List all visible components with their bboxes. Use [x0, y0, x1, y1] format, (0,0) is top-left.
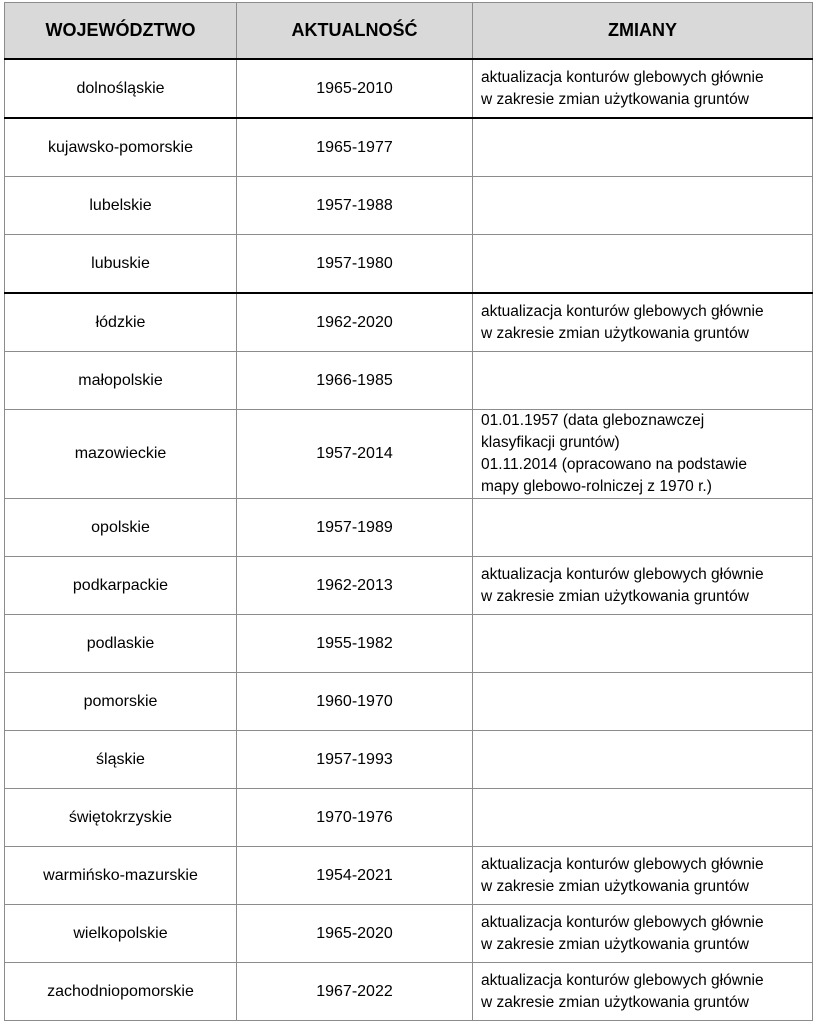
- changes-line: w zakresie zmian użytkowania gruntów: [481, 587, 749, 605]
- cell-region: wielkopolskie: [5, 905, 237, 963]
- table-row: [5, 59, 813, 118]
- cell-changes: [473, 731, 813, 789]
- changes-line: aktualizacja konturów glebowych głównie: [481, 302, 764, 320]
- cell-changes: [473, 352, 813, 410]
- cell-region: kujawsko-pomorskie: [5, 118, 237, 177]
- cell-region: małopolskie: [5, 352, 237, 410]
- header-period: AKTUALNOŚĆ: [237, 3, 473, 60]
- table-row: [5, 731, 813, 789]
- table-row: [5, 673, 813, 731]
- table-row: [5, 235, 813, 294]
- changes-line: w zakresie zmian użytkowania gruntów: [481, 993, 749, 1011]
- cell-period: 1960-1970: [237, 673, 473, 731]
- cell-period: 1965-2010: [237, 59, 473, 118]
- table-row: [5, 352, 813, 410]
- table-body: [5, 59, 813, 1021]
- changes-line: aktualizacja konturów glebowych głównie: [481, 855, 764, 873]
- cell-period: 1962-2020: [237, 293, 473, 352]
- table-row: [5, 410, 813, 499]
- table-header: [5, 3, 813, 60]
- cell-changes: [473, 905, 813, 963]
- cell-period: 1957-2014: [237, 410, 473, 499]
- header-changes: ZMIANY: [473, 3, 813, 60]
- table-row: [5, 963, 813, 1021]
- cell-changes: [473, 673, 813, 731]
- cell-region: opolskie: [5, 499, 237, 557]
- table-row: [5, 789, 813, 847]
- cell-changes: [473, 847, 813, 905]
- table-row: [5, 118, 813, 177]
- region-data-table: [4, 2, 813, 1021]
- cell-period: 1970-1976: [237, 789, 473, 847]
- cell-changes: [473, 410, 813, 499]
- cell-changes: [473, 235, 813, 294]
- cell-period: 1957-1980: [237, 235, 473, 294]
- cell-changes: [473, 118, 813, 177]
- cell-region: śląskie: [5, 731, 237, 789]
- cell-changes: [473, 293, 813, 352]
- cell-region: mazowieckie: [5, 410, 237, 499]
- cell-region: podkarpackie: [5, 557, 237, 615]
- changes-line: w zakresie zmian użytkowania gruntów: [481, 324, 749, 342]
- changes-line: w zakresie zmian użytkowania gruntów: [481, 935, 749, 953]
- cell-changes: [473, 557, 813, 615]
- table-row: [5, 499, 813, 557]
- cell-changes: [473, 615, 813, 673]
- cell-region: świętokrzyskie: [5, 789, 237, 847]
- cell-region: lubelskie: [5, 177, 237, 235]
- cell-changes: [473, 789, 813, 847]
- changes-line: aktualizacja konturów glebowych głównie: [481, 913, 764, 931]
- cell-region: łódzkie: [5, 293, 237, 352]
- table-row: [5, 177, 813, 235]
- cell-period: 1957-1993: [237, 731, 473, 789]
- cell-period: 1965-2020: [237, 905, 473, 963]
- table-row: [5, 905, 813, 963]
- cell-changes: [473, 499, 813, 557]
- changes-line: mapy glebowo-rolniczej z 1970 r.): [481, 478, 712, 495]
- changes-line: w zakresie zmian użytkowania gruntów: [481, 877, 749, 895]
- cell-changes: [473, 177, 813, 235]
- table-row: [5, 557, 813, 615]
- header-row: [5, 3, 813, 60]
- cell-changes: [473, 59, 813, 118]
- cell-region: zachodniopomorskie: [5, 963, 237, 1021]
- table-row: [5, 293, 813, 352]
- changes-line: aktualizacja konturów glebowych głównie: [481, 971, 764, 989]
- cell-period: 1957-1988: [237, 177, 473, 235]
- cell-changes: [473, 963, 813, 1021]
- cell-period: 1967-2022: [237, 963, 473, 1021]
- changes-line: aktualizacja konturów glebowych głównie: [481, 68, 764, 86]
- changes-line: 01.11.2014 (opracowano na podstawie: [481, 456, 747, 473]
- table-row: [5, 615, 813, 673]
- changes-line: klasyfikacji gruntów): [481, 434, 620, 451]
- table-row: [5, 847, 813, 905]
- cell-region: dolnośląskie: [5, 59, 237, 118]
- cell-region: lubuskie: [5, 235, 237, 294]
- header-region: WOJEWÓDZTWO: [5, 3, 237, 60]
- changes-line: w zakresie zmian użytkowania gruntów: [481, 90, 749, 108]
- cell-period: 1962-2013: [237, 557, 473, 615]
- cell-region: pomorskie: [5, 673, 237, 731]
- cell-region: podlaskie: [5, 615, 237, 673]
- cell-period: 1955-1982: [237, 615, 473, 673]
- region-table-container: [4, 2, 812, 1021]
- changes-line: aktualizacja konturów glebowych głównie: [481, 565, 764, 583]
- changes-line: 01.01.1957 (data gleboznawczej: [481, 412, 705, 429]
- cell-period: 1954-2021: [237, 847, 473, 905]
- cell-period: 1965-1977: [237, 118, 473, 177]
- cell-region: warmińsko-mazurskie: [5, 847, 237, 905]
- cell-period: 1966-1985: [237, 352, 473, 410]
- cell-period: 1957-1989: [237, 499, 473, 557]
